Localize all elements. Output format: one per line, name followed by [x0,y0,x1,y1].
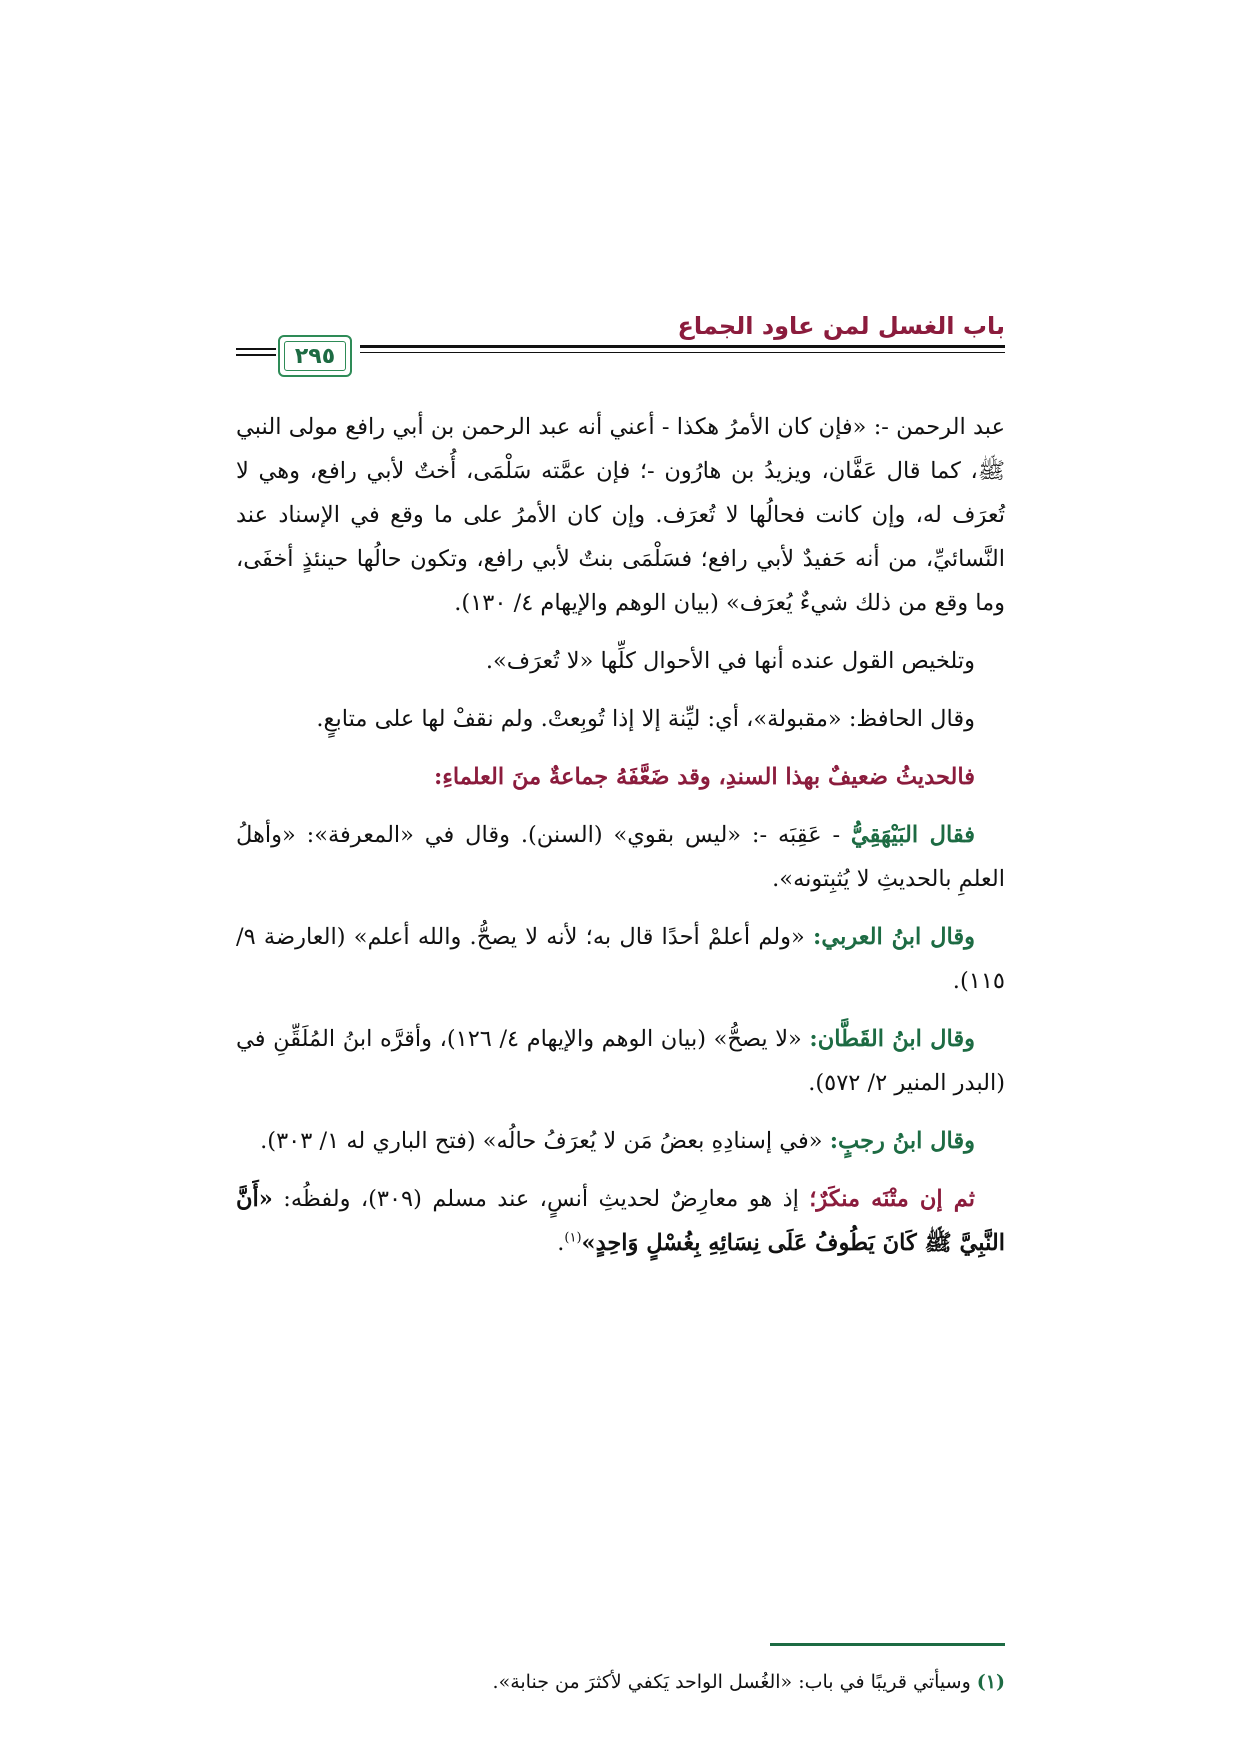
header-rule-right-top [360,345,1005,348]
main-text [236,405,1005,1265]
paragraph-matn [236,1177,1005,1265]
paragraph-1: عبد الرحمن -: «فإن كان الأمرُ هكذا - أعني أنه عبد الرحمن بن أبي رافع مولى النبي ﷺ، كما قال عَفَّان، ويزيدُ بن هارُون -؛ فإن عمَّته سَلْمَى، أُختٌ لأبي رافع، وهي لا تُعرَف له، وإن كانت فحالُها لا تُعرَف. وإن كان الأمرُ على ما وقع في الإسناد عند النَّسائيِّ، من أنه حَفيدٌ لأبي رافع؛ فسَلْمَى بنتٌ لأبي رافع، وتكون حالُها حينئذٍ أخفَى، وما وقع من ذلك شيءٌ يُعرَف» (بيان الوهم والإيهام ٤/ ١٣٠). [236,414,1005,616]
scholar-ibn-arabi: وقال ابنُ العربي: [813,924,975,950]
paragraph-ibn-qattan [236,1017,1005,1105]
scholar-ibn-rajab: وقال ابنُ رجبٍ: [829,1128,975,1154]
footnote-reference[interactable]: (١) [564,1230,582,1246]
scholar-bayhaqi: فقال البَيْهَقِيُّ [850,822,975,848]
matn-end: . [557,1230,565,1256]
footnote-text: وسيأتي قريبًا في باب: «الغُسل الواحد يَكفي لأكثرَ من جنابة». [492,1671,977,1693]
paragraph-ibn-arabi [236,915,1005,1003]
paragraph-3: وقال الحافظ: «مقبولة»، أي: ليِّنة إلا إذا تُوبِعتْ. ولم نقفْ لها على متابعٍ. [316,706,975,732]
ibn-arabi-text: «ولم أعلمْ أحدًا قال به؛ لأنه لا يصحُّ. والله أعلم» (العارضة ٩/ ١١٥). [236,924,1005,994]
scholar-ibn-qattan: وقال ابنُ القَطَّان: [809,1026,975,1052]
matn-label: ثم إن متْنَه منكَرٌ؛ [809,1186,975,1212]
footnote [236,1666,1005,1698]
paragraph-bayhaqi [236,813,1005,901]
ibn-rajab-text: «في إسنادِهِ بعضُ مَن لا يُعرَفُ حالُه» (فتح الباري له ١/ ٣٠٣). [260,1128,830,1154]
section-heading: فالحديثُ ضعيفٌ بهذا السندِ، وقد ضَعَّفَهُ جماعةٌ منَ العلماءِ: [433,764,975,790]
header-rule-right-bottom [360,352,1005,353]
header-rule-left-top [236,348,276,350]
paragraph-ibn-rajab [236,1119,1005,1163]
page-number-frame [278,335,352,377]
page-number: ٢٩٥ [294,343,336,369]
matn-text: إذ هو معارِضٌ لحديثِ أنسٍ، عند مسلم (٣٠٩)، ولفظُه: [283,1186,810,1212]
chapter-title: باب الغسل لمن عاود الجماع [677,312,1005,340]
ibn-qattan-text: «لا يصحُّ» (بيان الوهم والإيهام ٤/ ١٢٦)، وأقرَّه ابنُ المُلَقِّنِ في (البدر المنير ٢/ ٥٧٢). [236,1026,1005,1096]
footnote-marker: (١) [976,1671,1005,1693]
footnote-separator [770,1643,1005,1646]
bayhaqi-text: - عَقِبَه -: «ليس بقوي» (السنن). وقال في «المعرفة»: «وأهلُ العلمِ بالحديثِ لا يُثبِتونه». [236,822,1005,892]
header-rule-left-bottom [236,354,276,356]
hadith-quote: «أَنَّ النَّبِيَّ ﷺ كَانَ يَطُوفُ عَلَى نِسَائِهِ بِغُسْلٍ وَاحِدٍ» [236,1186,1005,1256]
paragraph-2: وتلخيص القول عنده أنها في الأحوال كلِّها «لا تُعرَف». [485,648,975,674]
